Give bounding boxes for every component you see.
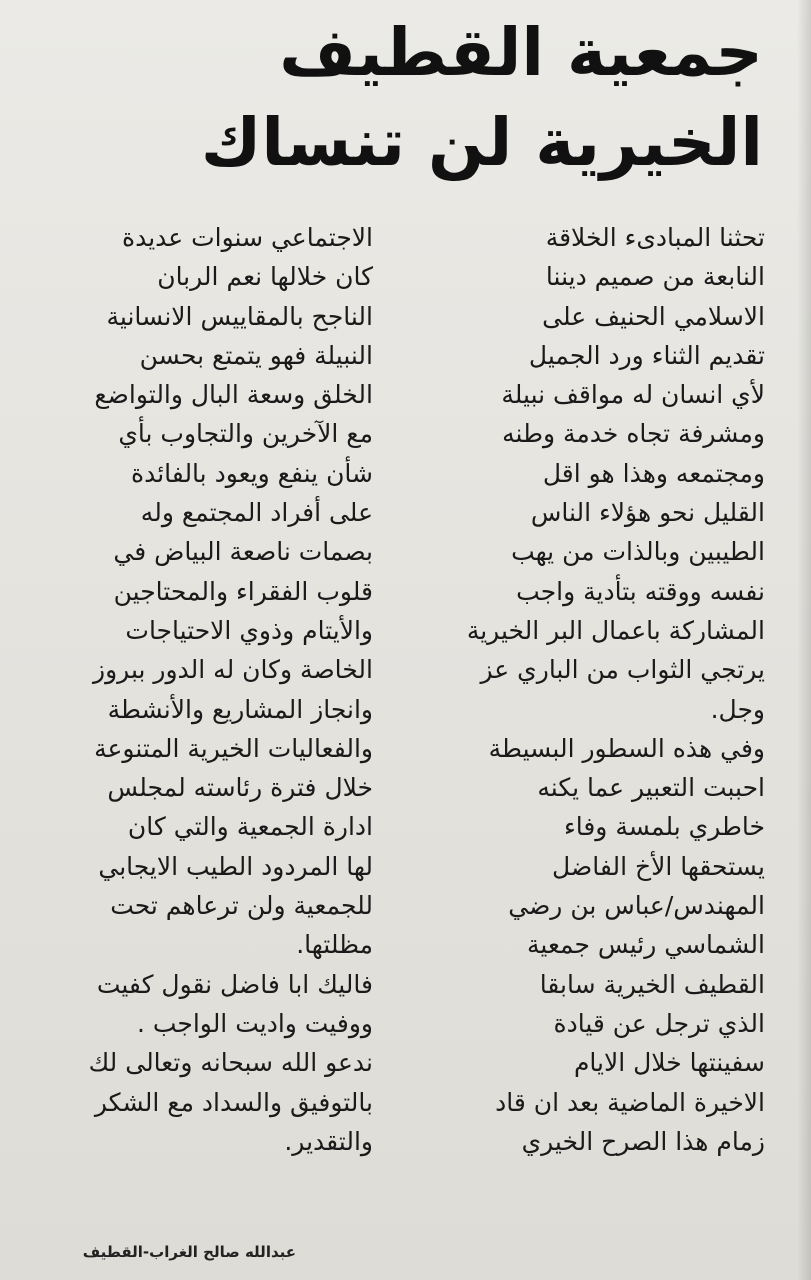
- article-column-left: [25, 218, 373, 1161]
- paragraph: فاليك ابا فاضل نقول كفيت ووفيت واديت الواجب .: [96, 969, 373, 1038]
- paragraph: وفي هذه السطور البسيطة احببت التعبير عما يكنه خاطري بلمسة وفاء يستحقها الأخ الفاضل المهندس/عباس بن رضي الشماسي رئيس جمعية القطيف الخيرية سابقا الذي ترجل عن قيادة سفينتها خلال الايام الاخيرة الماضية بعد ان قاد زمام هذا الصرح الخيري: [488, 733, 765, 1156]
- page-edge-shadow: [797, 0, 811, 1280]
- paragraph: ندعو الله سبحانه وتعالى لك بالتوفيق والسداد مع الشكر والتقدير.: [88, 1048, 373, 1156]
- paragraph: تحثنا المبادىء الخلاقة النابعة من صميم ديننا الاسلامي الحنيف على تقديم الثناء ورد الجميل لأي انسان له مواقف نبيلة ومشرفة تجاه خدمة وطنه ومجتمعه وهذا هو اقل القليل نحو هؤلاء الناس الطيبين وبالذات من يهب نفسه ووقته بتأدية واجب المشاركة باعمال البر الخيرية يرتجي الثواب من الباري عز وجل.: [466, 223, 765, 724]
- author-byline: عبدالله صالح الغراب-القطيف: [82, 1243, 296, 1261]
- article-headline: جمعية القطيف الخيرية لن تنساك: [200, 14, 763, 181]
- paragraph: الاجتماعي سنوات عديدة كان خلالها نعم الربان الناجح بالمقاييس الانسانية النبيلة فهو يتمتع بحسن الخلق وسعة البال والتواضع مع الآخرين والتجاوب بأي شأن ينفع ويعود بالفائدة على أفراد المجتمع وله بصمات ناصعة البياض في قلوب الفقراء والمحتاجين والأيتام وذوي الاحتياجات الخاصة وكان له الدور ببروز وانجاز المشاريع والأنشطة والفعاليات الخيرية المتنوعة خلال فترة رئاسته لمجلس ادارة الجمعية والتي كان لها المردود الطيب الايجابي للجمعية ولن ترعاهم تحت مظلتها.: [93, 223, 373, 960]
- article-column-right: [417, 218, 765, 1161]
